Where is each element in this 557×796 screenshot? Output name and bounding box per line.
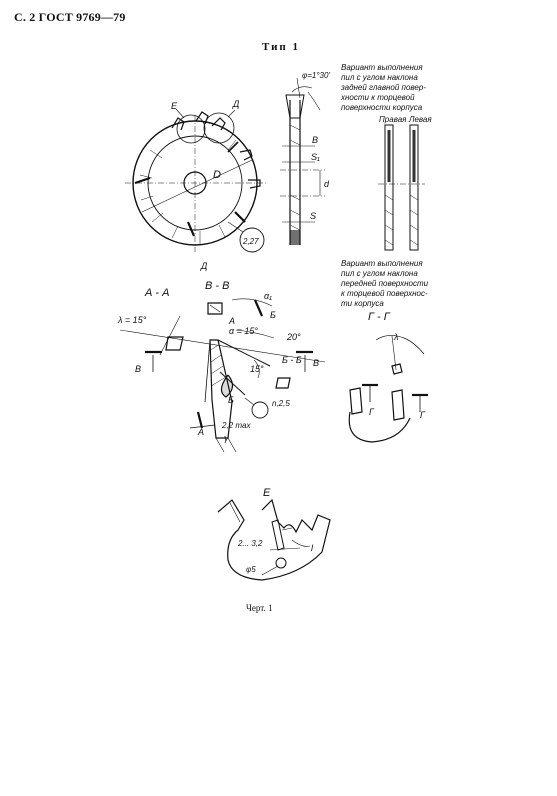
note-rear-line-4: хности к торцевой xyxy=(341,93,415,102)
label-l: l xyxy=(311,543,313,553)
variant-left-label: Левая xyxy=(409,115,432,124)
label-d: Д xyxy=(233,99,240,109)
section-bb-label: В - В xyxy=(205,280,230,292)
note-rear-line-1: Вариант выполнения xyxy=(341,63,423,72)
section-gg-label: Г - Г xyxy=(368,311,390,323)
label-g-left: Г xyxy=(369,407,374,417)
saw-disc-view xyxy=(125,99,268,252)
label-22max: 2,2 max xyxy=(222,421,251,430)
label-alpha-15: α = 15° xyxy=(229,326,258,336)
detail-d xyxy=(117,261,325,452)
label-b-lower: Б xyxy=(228,395,234,405)
variant-strips xyxy=(378,125,425,250)
label-v-left: В xyxy=(135,364,142,374)
label-b-upper: Б xyxy=(270,310,276,320)
label-v-right: В xyxy=(313,358,320,368)
view-e-label: Е xyxy=(263,487,271,499)
note-front-line-3: передней поверхности xyxy=(341,279,429,288)
note-front-line-4: к торцевой поверхнос- xyxy=(341,289,428,298)
label-bore-d: d xyxy=(324,179,330,189)
label-radius-227: 2,27 xyxy=(243,237,259,246)
section-aa-label: А - А xyxy=(145,287,170,299)
view-d-label: Д xyxy=(201,261,208,271)
label-phi: φ=1°30' xyxy=(302,71,330,80)
note-front-line-2: пил с углом наклона xyxy=(341,269,418,278)
label-dim-2-32: 2... 3,2 xyxy=(238,539,263,548)
label-20: 20° xyxy=(287,332,301,342)
label-diameter-d: D xyxy=(213,169,221,181)
label-lambda-15: λ = 15° xyxy=(118,315,147,325)
note-rear-line-5: поверхности корпуса xyxy=(341,103,423,112)
label-alpha1: α₁ xyxy=(264,291,272,301)
variant-right-label: Правая xyxy=(379,115,407,124)
label-15: 15° xyxy=(250,364,264,374)
disc-side-section xyxy=(280,71,330,245)
note-front-line-1: Вариант выполнения xyxy=(341,259,423,268)
figure-caption: Черт. 1 xyxy=(246,603,273,613)
note-rear-line-2: пил с углом наклона xyxy=(341,73,418,82)
note-rear-variant xyxy=(340,63,432,124)
label-s: S xyxy=(310,211,317,221)
type-title: Тип 1 xyxy=(262,41,300,53)
label-s1: S₁ xyxy=(311,152,320,162)
note-front-line-5: ти корпуса xyxy=(341,299,384,308)
label-phi5: φ5 xyxy=(246,565,256,574)
label-gamma: γ xyxy=(224,433,229,443)
note-rear-line-3: задней главной повер- xyxy=(341,83,426,92)
label-g-right: Г xyxy=(420,410,425,420)
section-bb2-label: Б - Б xyxy=(282,355,302,365)
label-e: Е xyxy=(171,101,178,111)
page-header: С. 2 ГОСТ 9769—79 xyxy=(14,10,126,24)
label-a-lower: А xyxy=(198,427,205,437)
label-a-upper: А xyxy=(229,316,236,326)
label-n25: n,2,5 xyxy=(272,399,290,408)
note-front-variant xyxy=(341,259,429,308)
section-gg xyxy=(349,311,428,442)
label-width-b: В xyxy=(312,135,319,145)
label-lambda-gg: λ xyxy=(394,332,399,342)
detail-e xyxy=(218,487,330,580)
